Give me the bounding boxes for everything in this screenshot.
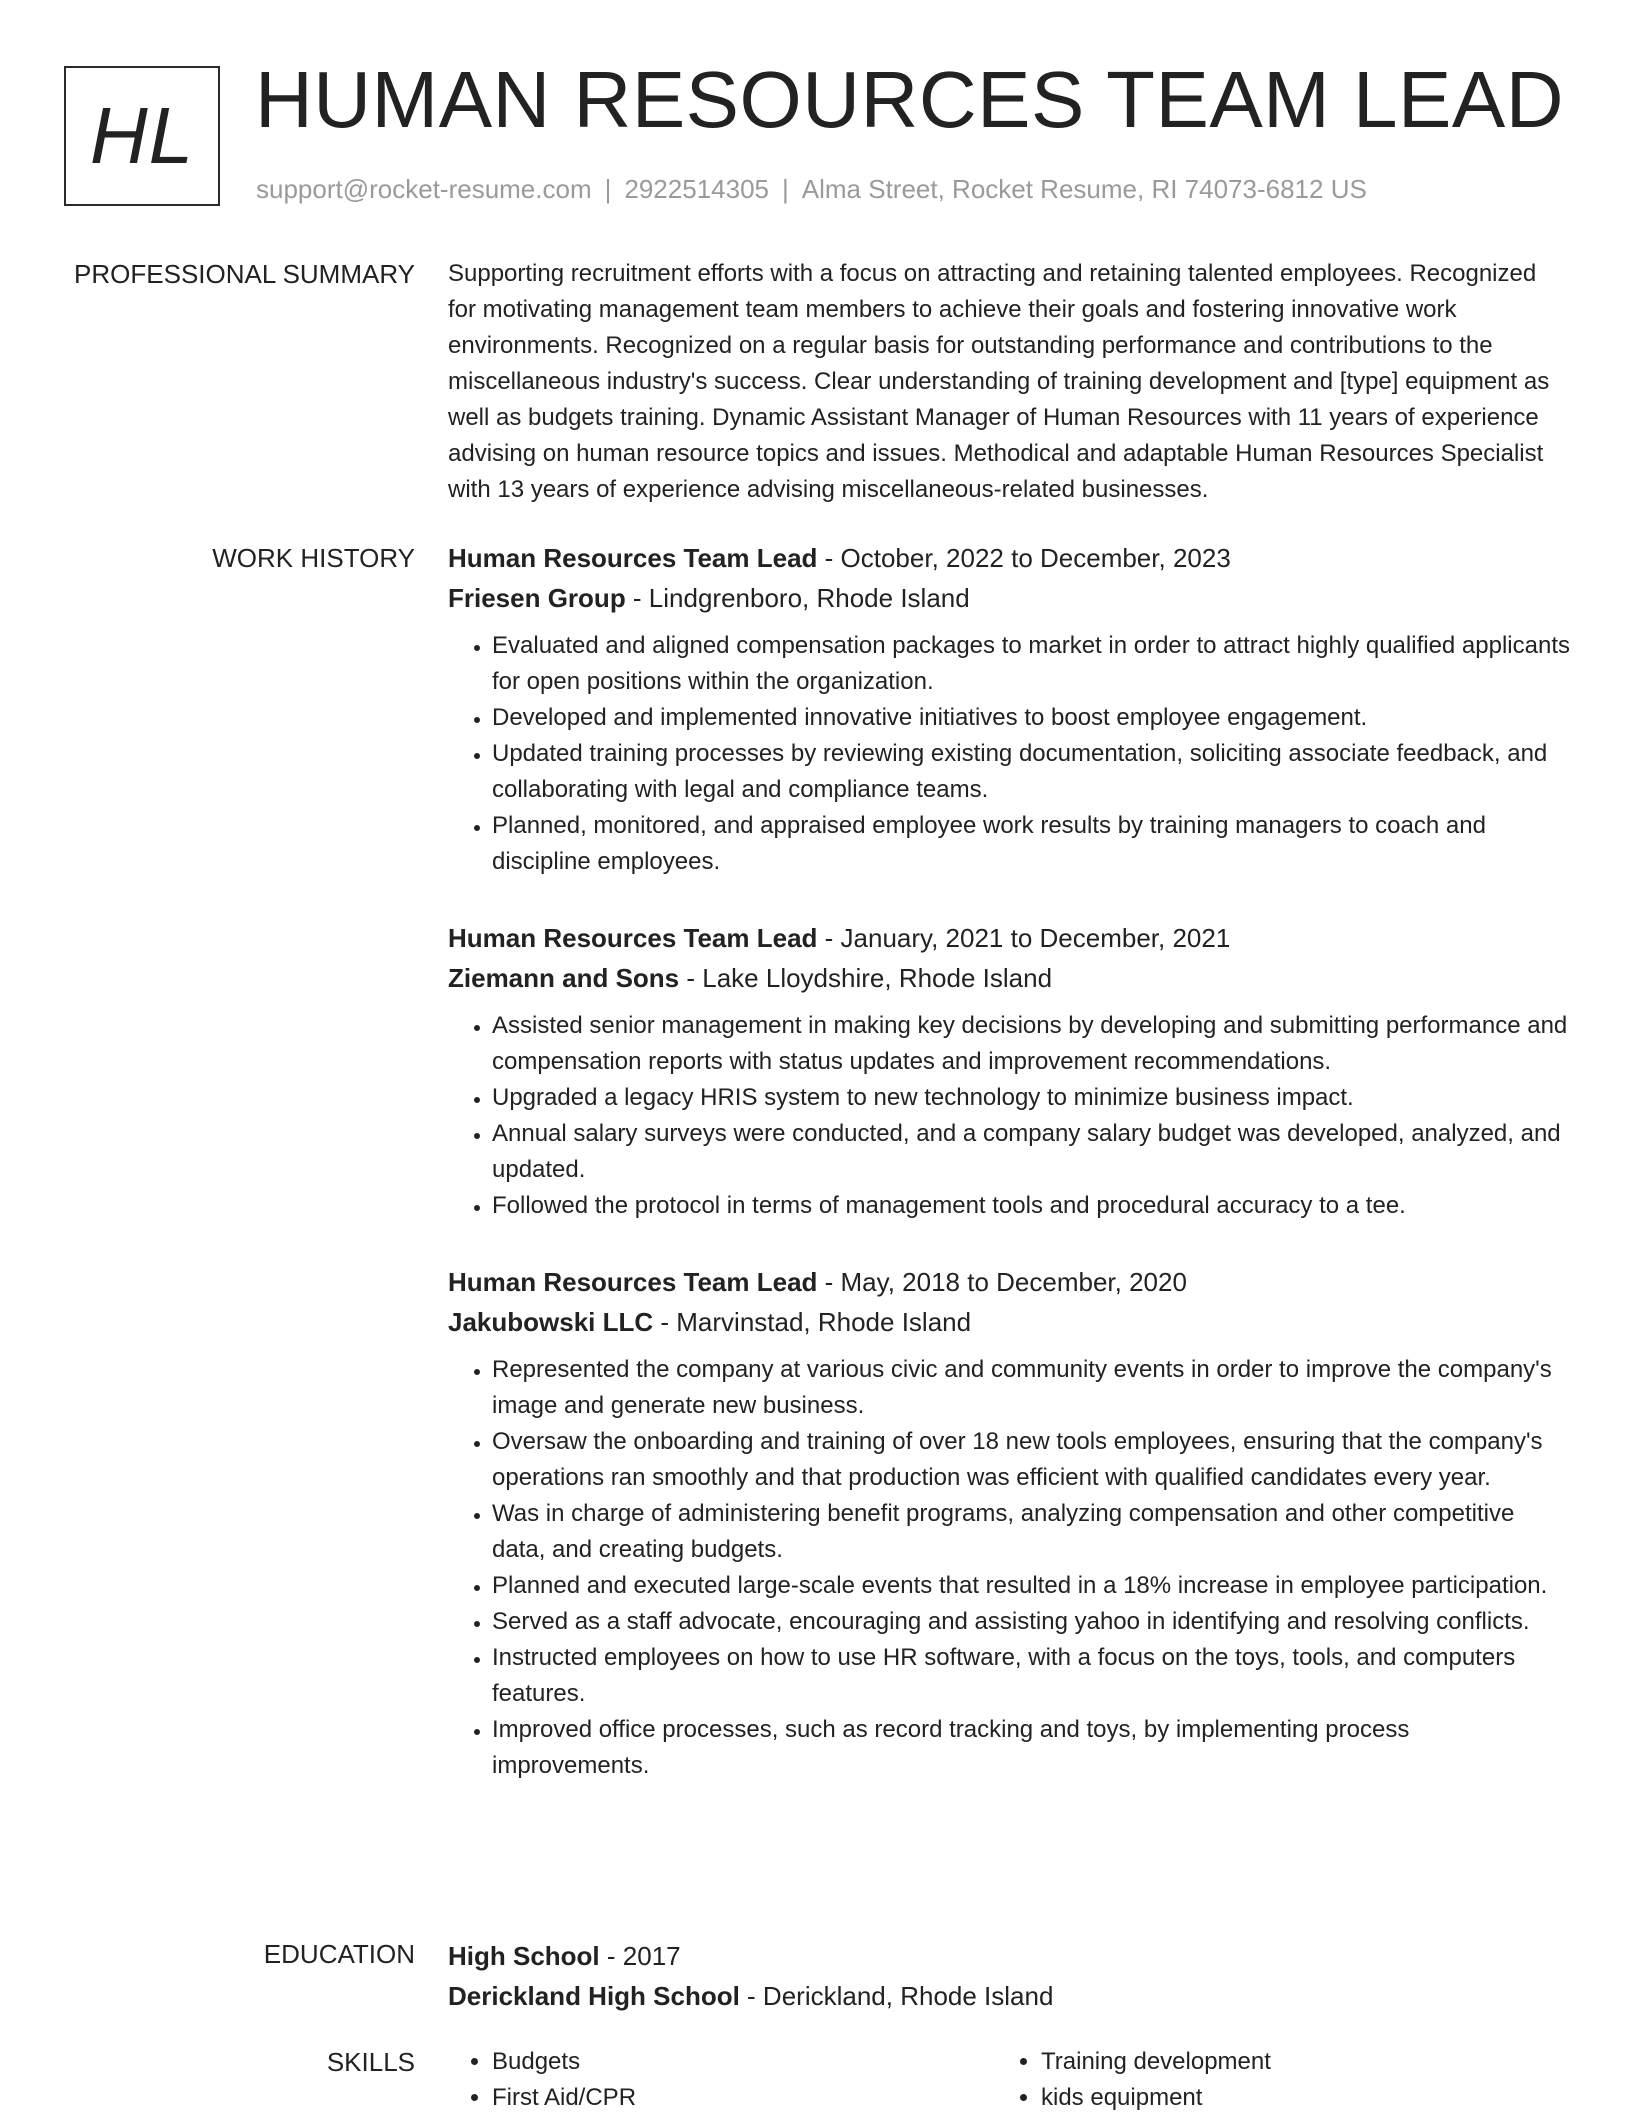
job-dates: - January, 2021 to December, 2021: [817, 923, 1231, 953]
skill-item: • First Aid/CPR: [492, 2080, 997, 2116]
list-item: • Was in charge of administering benefit programs, analyzing compensation and other competitive data, and creating budgets.: [492, 1496, 1570, 1568]
contact-address: Alma Street, Rocket Resume, RI 74073-6812 US: [801, 174, 1367, 204]
list-item: • Served as a staff advocate, encouraging and assisting yahoo in identifying and resolving conflicts.: [492, 1604, 1570, 1640]
list-item: • Represented the company at various civic and community events in order to improve the company's image and generate new business.: [492, 1352, 1570, 1424]
education-year: - 2017: [599, 1941, 681, 1971]
list-item: • Improved office processes, such as record tracking and toys, by implementing process improvements.: [492, 1712, 1570, 1784]
list-item: • Updated training processes by reviewing existing documentation, soliciting associate feedback, and collaborating with legal and compliance teams.: [492, 736, 1570, 808]
section-label-skills: SKILLS: [326, 2047, 415, 2077]
summary-body: [448, 256, 1570, 508]
monogram-logo: HL: [64, 66, 220, 206]
education-degree-line: [448, 1936, 1570, 1976]
job-company: Ziemann and Sons: [448, 963, 680, 993]
job-company: Friesen Group: [448, 583, 626, 613]
education-school: Derickland High School: [448, 1981, 740, 2011]
education-location: - Derickland, Rhode Island: [739, 1981, 1054, 2011]
list-item: • Followed the protocol in terms of management tools and procedural accuracy to a tee.: [492, 1188, 1570, 1224]
list-item: • Annual salary surveys were conducted, and a company salary budget was developed, analyzed, and updated.: [492, 1116, 1570, 1188]
skills-column: [448, 2044, 997, 2116]
contact-separator: |: [782, 174, 789, 204]
list-item: • Developed and implemented innovative initiatives to boost employee engagement.: [492, 700, 1570, 736]
skill-item: • Training development: [1041, 2044, 1546, 2080]
summary-text: Supporting recruitment efforts with a focus on attracting and retaining talented employees. Recognized for motivating management team members to achieve their goals and fostering innovative work environments. Recognized on a regular basis for outstanding performance and contributions to the miscellaneous industry's success. Clear understanding of training development and [type] equipment as well as budgets training. Dynamic Assistant Manager of Human Resources with 11 years of experience advising on human resource topics and issues. Methodical and adaptable Human Resources Specialist with 13 years of experience advising miscellaneous-related businesses.: [448, 260, 1550, 503]
skill-item: • Budgets: [492, 2044, 997, 2080]
job-location: - Marvinstad, Rhode Island: [653, 1307, 972, 1337]
job-location: - Lake Lloydshire, Rhode Island: [679, 963, 1053, 993]
list-item: • Planned, monitored, and appraised employee work results by training managers to coach and discipline employees.: [492, 808, 1570, 880]
section-label-education: EDUCATION: [263, 1939, 415, 1969]
job-company: Jakubowski LLC: [448, 1307, 654, 1337]
job-body: [448, 538, 1570, 880]
contact-line: [256, 174, 1367, 205]
education-degree: High School: [448, 1941, 600, 1971]
skills-column: [997, 2044, 1546, 2116]
skill-item: • kids equipment: [1041, 2080, 1546, 2116]
job-bullets: [448, 628, 1570, 880]
page-title: HUMAN RESOURCES TEAM LEAD: [255, 55, 1565, 144]
job-location: - Lindgrenboro, Rhode Island: [625, 583, 970, 613]
job-title: Human Resources Team Lead: [448, 923, 818, 953]
job-title-line: [448, 918, 1570, 958]
list-item: • Planned and executed large-scale events that resulted in a 18% increase in employee participation.: [492, 1568, 1570, 1604]
list-item: • Evaluated and aligned compensation packages to market in order to attract highly qualified applicants for open positions within the organization.: [492, 628, 1570, 700]
job-dates: - May, 2018 to December, 2020: [817, 1267, 1187, 1297]
job-bullets: [448, 1352, 1570, 1784]
section-label-summary: PROFESSIONAL SUMMARY: [74, 259, 415, 289]
education-body: [448, 1936, 1570, 2016]
job-body: [448, 1262, 1570, 1784]
job-title-line: [448, 538, 1570, 578]
list-item: • Upgraded a legacy HRIS system to new technology to minimize business impact.: [492, 1080, 1570, 1116]
contact-email[interactable]: support@rocket-resume.com: [256, 174, 592, 204]
job-title: Human Resources Team Lead: [448, 1267, 818, 1297]
contact-phone[interactable]: 2922514305: [624, 174, 769, 204]
job-company-line: [448, 578, 1570, 618]
skills-body: [448, 2044, 1570, 2116]
job-body: [448, 918, 1570, 1224]
section-label-work-history: WORK HISTORY: [212, 543, 415, 573]
education-school-line: [448, 1976, 1570, 2016]
job-dates: - October, 2022 to December, 2023: [817, 543, 1231, 573]
job-bullets: [448, 1008, 1570, 1224]
list-item: • Assisted senior management in making key decisions by developing and submitting performance and compensation reports with status updates and improvement recommendations.: [492, 1008, 1570, 1080]
skills-columns: [448, 2044, 1570, 2116]
job-company-line: [448, 958, 1570, 998]
list-item: • Instructed employees on how to use HR software, with a focus on the toys, tools, and computers features.: [492, 1640, 1570, 1712]
job-title: Human Resources Team Lead: [448, 543, 818, 573]
contact-separator: |: [604, 174, 612, 204]
job-title-line: [448, 1262, 1570, 1302]
list-item: • Oversaw the onboarding and training of over 18 new tools employees, ensuring that the company's operations ran smoothly and that production was efficient with qualified candidates every year.: [492, 1424, 1570, 1496]
job-company-line: [448, 1302, 1570, 1342]
